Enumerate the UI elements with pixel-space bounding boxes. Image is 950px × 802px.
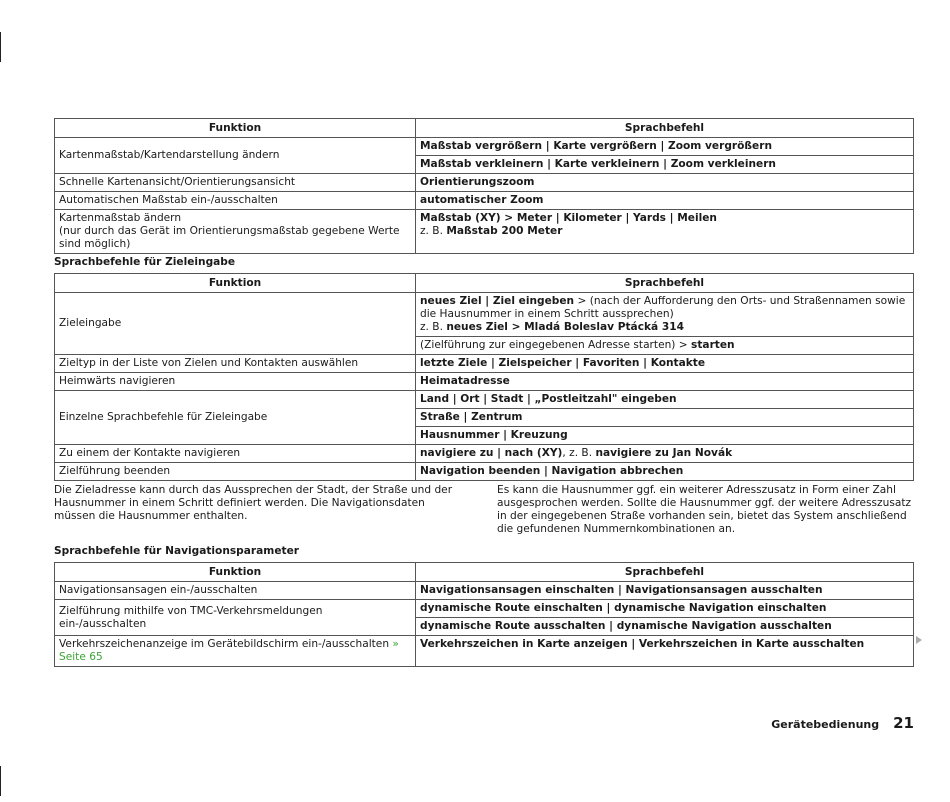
function-cell: Kartenmaßstab/Kartendarstellung ändern	[55, 138, 416, 174]
command-cell	[416, 391, 914, 409]
paragraph-right: Es kann die Hausnummer ggf. ein weiterer Adresszusatz in Form einer Zahl ausgesprochen werden. Sollte die Hausnummer ggf. der weitere Adresszusatz in der eingegebenen Straße vorhanden sein, bietet das System anschließend die gefundenen Nummernkombinationen an.	[497, 484, 912, 535]
header-voice-command: Sprachbefehl	[416, 563, 914, 582]
header-function: Funktion	[55, 563, 416, 582]
command-cell	[416, 174, 914, 192]
command-example: navigiere zu Jan Novák	[595, 447, 733, 459]
command-cell	[416, 192, 914, 210]
table-row	[55, 582, 914, 600]
command-cell	[416, 600, 914, 618]
command-text: Land | Ort | Stadt | „Postleitzahl" eingeben	[420, 393, 677, 405]
command-text: neues Ziel | Ziel eingeben	[420, 295, 575, 307]
command-text: letzte Ziele | Zielspeicher | Favoriten | Kontakte	[420, 357, 706, 369]
function-note: (nur durch das Gerät im Orientierungsmaßstab gegebene Werte sind möglich)	[59, 225, 400, 250]
page-reference-link[interactable]: » Seite 65	[59, 638, 399, 663]
function-cell: Zieltyp in der Liste von Zielen und Kontakten auswählen	[55, 355, 416, 373]
table-row	[55, 600, 914, 618]
command-text: navigiere zu | nach (XY)	[420, 447, 563, 459]
command-example: neues Ziel > Mladá Boleslav Ptácká 314	[446, 321, 684, 333]
command-cell	[416, 293, 914, 337]
command-text: Verkehrszeichen in Karte anzeigen | Verkehrszeichen in Karte ausschalten	[420, 638, 865, 650]
command-text: starten	[691, 339, 735, 351]
command-cell	[416, 373, 914, 391]
command-cell	[416, 355, 914, 373]
example-prefix: z. B.	[420, 225, 443, 237]
command-cell	[416, 582, 914, 600]
table-row	[55, 445, 914, 463]
section-heading-destination: Sprachbefehle für Zieleingabe	[54, 256, 236, 268]
command-text: automatischer Zoom	[420, 194, 544, 206]
crop-mark-bottom	[0, 766, 1, 796]
map-commands-table	[54, 118, 914, 254]
function-cell: Schnelle Kartenansicht/Orientierungsansicht	[55, 174, 416, 192]
table-row	[55, 391, 914, 409]
function-cell	[55, 210, 416, 254]
page-footer	[771, 714, 914, 732]
page-number: 21	[893, 714, 914, 732]
command-cell	[416, 445, 914, 463]
table-row	[55, 636, 914, 667]
paragraph-left: Die Zieladresse kann durch das Aussprechen der Stadt, der Straße und der Hausnummer in einem Schritt definiert werden. Die Navigationsdaten müssen die Hausnummer enthalten.	[54, 484, 453, 522]
command-text: Navigationsansagen einschalten | Navigationsansagen ausschalten	[420, 584, 823, 596]
header-voice-command: Sprachbefehl	[416, 274, 914, 293]
table-row	[55, 463, 914, 481]
triangle-right-icon	[916, 636, 922, 644]
navigation-parameter-table	[54, 562, 914, 667]
command-text: Maßstab (XY) > Meter | Kilometer | Yards | Meilen	[420, 212, 717, 224]
header-function: Funktion	[55, 274, 416, 293]
command-cell	[416, 156, 914, 174]
command-cell	[416, 463, 914, 481]
function-cell: Navigationsansagen ein-/ausschalten	[55, 582, 416, 600]
table-row	[55, 210, 914, 254]
command-cell	[416, 138, 914, 156]
table-header-row	[55, 119, 914, 138]
footer-section-title: Gerätebedienung	[771, 718, 880, 731]
command-text: dynamische Route einschalten | dynamische Navigation einschalten	[420, 602, 827, 614]
command-cell	[416, 337, 914, 355]
function-text: Kartenmaßstab ändern	[59, 212, 182, 224]
command-text: Straße | Zentrum	[420, 411, 523, 423]
example-prefix: , z. B.	[562, 447, 596, 459]
function-cell: Zieleingabe	[55, 293, 416, 355]
function-cell: Zu einem der Kontakte navigieren	[55, 445, 416, 463]
command-text: Hausnummer | Kreuzung	[420, 429, 568, 441]
table-header-row	[55, 563, 914, 582]
command-example: Maßstab 200 Meter	[446, 225, 563, 237]
function-text: Verkehrszeichenanzeige im Gerätebildschirm ein-/ausschalten	[59, 638, 390, 650]
header-function: Funktion	[55, 119, 416, 138]
command-note: > (nach der Aufforderung den Orts- und Straßennamen sowie die Hausnummer in einem Schritt aussprechen)	[420, 295, 906, 320]
crop-mark-top	[0, 32, 1, 62]
command-text: Orientierungszoom	[420, 176, 535, 188]
command-note: (Zielführung zur eingegebenen Adresse starten) >	[420, 339, 692, 351]
example-prefix: z. B.	[420, 321, 447, 333]
destination-commands-table	[54, 273, 914, 481]
function-cell: Automatischen Maßstab ein-/ausschalten	[55, 192, 416, 210]
command-cell	[416, 618, 914, 636]
function-cell	[55, 636, 416, 667]
command-text: Navigation beenden | Navigation abbrechen	[420, 465, 684, 477]
function-cell: Zielführung mithilfe von TMC-Verkehrsmeldungen ein-/ausschalten	[55, 600, 416, 636]
table-row	[55, 293, 914, 337]
function-cell: Zielführung beenden	[55, 463, 416, 481]
command-cell	[416, 636, 914, 667]
command-cell	[416, 210, 914, 254]
table-row	[55, 192, 914, 210]
section-heading-navigation-parameters: Sprachbefehle für Navigationsparameter	[54, 545, 299, 557]
function-cell: Heimwärts navigieren	[55, 373, 416, 391]
table-row	[55, 138, 914, 156]
command-cell	[416, 409, 914, 427]
table-row	[55, 174, 914, 192]
command-cell	[416, 427, 914, 445]
command-text: Heimatadresse	[420, 375, 510, 387]
header-voice-command: Sprachbefehl	[416, 119, 914, 138]
command-text: dynamische Route ausschalten | dynamische Navigation ausschalten	[420, 620, 832, 632]
command-text: Maßstab verkleinern | Karte verkleinern | Zoom verkleinern	[420, 158, 776, 170]
command-text: Maßstab vergrößern | Karte vergrößern | Zoom vergrößern	[420, 140, 772, 152]
table-row	[55, 355, 914, 373]
function-cell: Einzelne Sprachbefehle für Zieleingabe	[55, 391, 416, 445]
table-row	[55, 373, 914, 391]
table-header-row	[55, 274, 914, 293]
